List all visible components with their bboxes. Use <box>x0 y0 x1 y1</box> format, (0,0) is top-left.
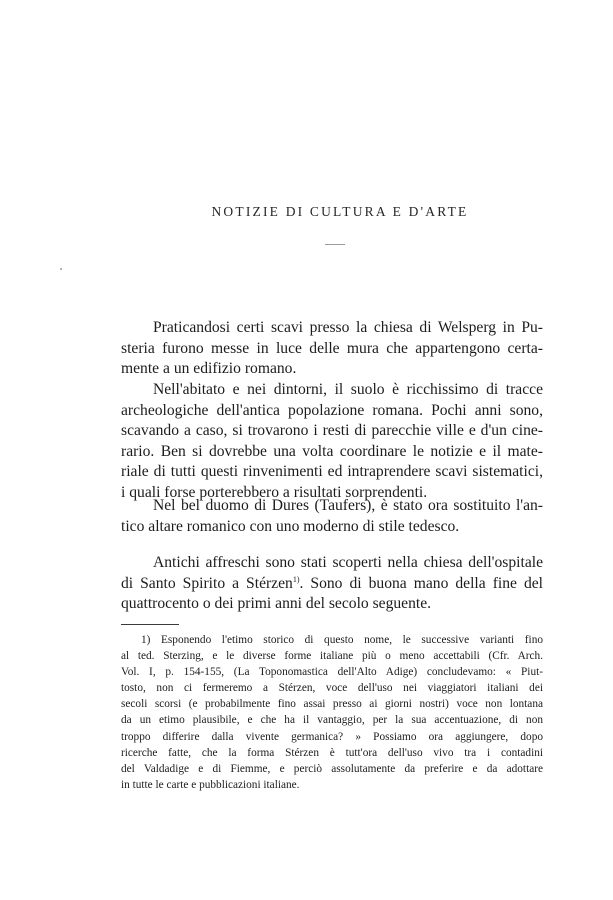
footnote-line: ricerche fatte, che la forma Stérzen è tutt'ora dell'uso vivo tra i contadini <box>121 746 543 759</box>
footnote-line: da un etimo plausibile, e che ha il vantaggio, per la sua accentuazione, di non <box>121 714 543 727</box>
footnote-line: al ted. Sterzing, e le diverse forme italiane più o meno accettabili (Cfr. Arch. <box>121 650 543 663</box>
paragraph-abitato <box>121 380 543 504</box>
text-segment: . Sono di buona mano della fine del <box>299 574 543 592</box>
text-line <box>121 574 543 595</box>
text-line: archeologiche dell'antica popolazione romana. Pochi anni sono, <box>121 401 543 419</box>
paragraph-sterzen <box>121 553 543 615</box>
title-divider <box>325 244 345 245</box>
paragraph-welsperg <box>121 318 543 380</box>
text-line: i quali forse porterebbero a risultati sorprendenti. <box>121 483 428 501</box>
text-line: riale di tutti questi rinvenimenti ed intraprendere scavi sistematici, <box>121 463 543 481</box>
text-line: scavando a caso, si trovarono i resti di parecchie ville e d'un cine- <box>121 422 543 440</box>
text-line: tico altare romanico con uno moderno di stile tedesco. <box>121 517 460 535</box>
paragraph-dures <box>121 496 543 537</box>
footnote-line: Vol. I, p. 154-155, (La Toponomastica dell'Alto Adige) concludevamo: « Piut- <box>121 666 543 679</box>
text-line: mente a un edifizio romano. <box>121 360 297 378</box>
footnote-line: secoli scorsi (e probabilmente fino assai presso ai giorni nostri) voce non lontana <box>121 698 543 711</box>
footnote-line: troppo differire dalla vivente germanica? » Possiamo ora aggiungere, dopo <box>121 730 543 743</box>
text-line: Nel bel duomo di Dures (Taufers), è stato ora sostituito l'an- <box>153 497 543 514</box>
text-line: quattrocento o dei primi anni del secolo seguente. <box>121 595 432 613</box>
footnote-line: 1) Esponendo l'etimo storico di questo nome, le successive varianti fino <box>141 634 543 646</box>
footnote-line: tosto, non ci fermeremo a Stérzen, voce dell'uso nei viaggiatori italiani dei <box>121 682 543 695</box>
section-title: NOTIZIE DI CULTURA E D'ARTE <box>211 204 469 219</box>
footnote-reference[interactable]: 1) <box>292 574 300 584</box>
text-segment: di Santo Spirito a Stérzen <box>121 574 293 592</box>
text-line: Nell'abitato e nei dintorni, il suolo è ricchissimo di tracce <box>153 381 543 398</box>
footnote-line: in tutte le carte e pubblicazioni italiane. <box>121 778 300 791</box>
text-line: Antichi affreschi sono stati scoperti nella chiesa dell'ospitale <box>153 554 543 571</box>
page-speck <box>60 268 62 270</box>
text-line: rario. Ben si dovrebbe una volta coordinare le notizie e il mate- <box>121 442 543 460</box>
footnote-line: del Valdadige e di Fiemme, e perciò assolutamente da preferire e da adottare <box>121 762 543 775</box>
text-line: steria furono messe in luce delle mura che appartengono certa- <box>121 339 543 357</box>
footnote-separator <box>121 624 179 625</box>
footnote <box>121 632 543 793</box>
text-line: Praticandosi certi scavi presso la chiesa di Welsperg in Pu- <box>153 319 543 336</box>
